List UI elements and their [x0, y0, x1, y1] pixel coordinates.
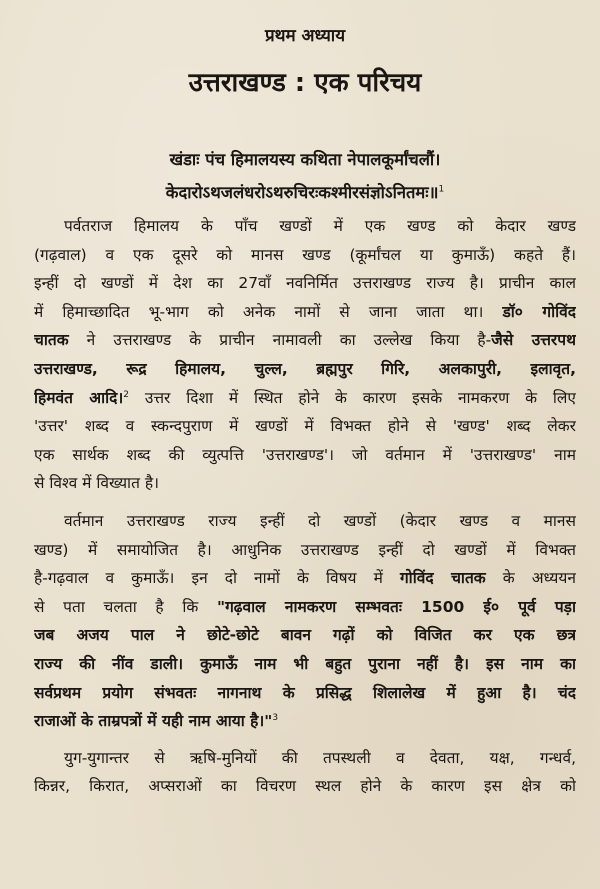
quotation-bold: राजाओं के ताम्रपत्रों में यही नाम आया है।": [34, 712, 273, 731]
text-line: [34, 650, 576, 679]
text-line: [34, 707, 576, 736]
paragraph: [34, 507, 576, 736]
footnote-marker: 2: [123, 389, 129, 400]
text-line: [34, 441, 576, 470]
verse-text: केदारोऽथजलंधरोऽथरुचिरःकश्मीरसंज्ञोऽनितमः॥: [165, 183, 439, 202]
bold-text: जैसे उत्तरपथ: [491, 331, 576, 350]
line-text: 'उत्तर' शब्द व स्कन्दपुराण में खण्डों में विभक्त होने से 'खण्ड' शब्द लेकर: [34, 417, 576, 436]
author-name-bold: डॉ० गोविंद: [502, 302, 576, 321]
text-line: [34, 507, 576, 536]
footnote-marker: 1: [438, 184, 445, 195]
sanskrit-verse-line-2: [34, 179, 576, 206]
line-text: (गढ़वाल) व एक दूसरे को मानस खण्ड (कूर्मांचल या कुमाऊँ) कहते हैं।: [34, 245, 576, 264]
quotation-bold: जब अजय पाल ने छोटे-छोटे बावन गढ़ों को विजित कर एक छत्र: [34, 626, 576, 645]
line-text: इन्हीं दो खण्डों में देश का 27वाँ नवनिर्मित उत्तराखण्ड राज्य है। प्राचीन काल: [34, 274, 576, 293]
text-line: [34, 412, 576, 441]
text-line: [34, 772, 576, 801]
text-line: [34, 679, 576, 708]
line-text: ने उत्तराखण्ड के प्राचीन नामावली का उल्लेख किया है-: [86, 331, 492, 350]
footnote-marker: 3: [272, 712, 279, 723]
text-line: [34, 384, 576, 413]
text-line: [34, 469, 576, 498]
line-text: है-गढ़वाल व कुमाऊँ। इन दो नामों के विषय में: [34, 569, 383, 588]
line-text: वर्तमान उत्तराखण्ड राज्य इन्हीं दो खण्डों (केदार खण्ड व मानस: [64, 511, 576, 530]
line-text: उत्तर दिशा में स्थित होने के कारण इसके नामकरण के लिए: [144, 388, 576, 407]
author-name-bold: गोविंद चातक: [399, 569, 486, 588]
quotation-bold: सर्वप्रथम प्रयोग संभवतः नागनाथ के प्रसिद्ध शिलालेख में हुआ है। चंद: [34, 683, 576, 702]
bold-text: हिमवंत आदि।: [34, 388, 124, 407]
line-text: में हिमाच्छादित भू-भाग को अनेक नामों से जाना जाता था।: [34, 302, 484, 321]
line-text: पर्वतराज हिमालय के पाँच खण्डों में एक खण्ड को केदार खण्ड: [64, 217, 576, 235]
chapter-title: उत्तराखण्ड : एक परिचय: [188, 68, 422, 98]
text-line: [34, 564, 576, 593]
line-text: युग-युगान्तर से ऋषि-मुनियों की तपस्थली व देवता, यक्ष, गन्धर्व,: [64, 748, 576, 767]
verse-text: खंडाः पंच हिमालयस्य कथिता नेपालकूर्मांचलौं।: [169, 150, 441, 169]
bold-text: उत्तराखण्ड, रूद्र हिमालय, चुल्ल, ब्रह्मपुर गिरि, अलकापुरी, इलावृत,: [34, 359, 576, 378]
quotation-bold: "गढ़वाल नामकरण सम्भवतः 1500 ई० पूर्व पड़ा: [217, 597, 576, 616]
paragraph: [34, 744, 576, 801]
text-line: [34, 355, 576, 384]
text-line: [34, 621, 576, 650]
sanskrit-verse-line-1: [34, 146, 576, 173]
text-line: [34, 241, 576, 270]
line-text: से विश्व में विख्यात है।: [34, 474, 159, 493]
line-text: से पता चलता है कि: [34, 597, 199, 616]
quotation-bold: राज्य की नींव डाली। कुमाऊँ नाम भी बहुत पुराना नहीं है। इस नाम का: [34, 654, 576, 673]
line-text: किन्नर, किरात, अप्सराओं का विचरण स्थल होने के कारण इस क्षेत्र को: [34, 777, 576, 796]
text-line: [34, 298, 576, 327]
paragraph: [34, 212, 576, 498]
text-line: [34, 536, 576, 565]
text-line: [34, 326, 576, 355]
text-line: [34, 212, 576, 241]
text-line: [34, 744, 576, 773]
author-name-bold: चातक: [34, 331, 69, 350]
chapter-label: प्रथम अध्याय: [264, 26, 346, 46]
text-line: [34, 269, 576, 298]
line-text: के अध्ययन: [502, 569, 576, 588]
line-text: एक सार्थक शब्द की व्युत्पत्ति 'उत्तराखण्ड'। जो वर्तमान में 'उत्तराखण्ड' नाम: [34, 445, 576, 464]
line-text: खण्ड) में समायोजित है। आधुनिक उत्तराखण्ड इन्हीं दो खण्डों में विभक्त: [34, 540, 576, 559]
text-line: [34, 593, 576, 622]
